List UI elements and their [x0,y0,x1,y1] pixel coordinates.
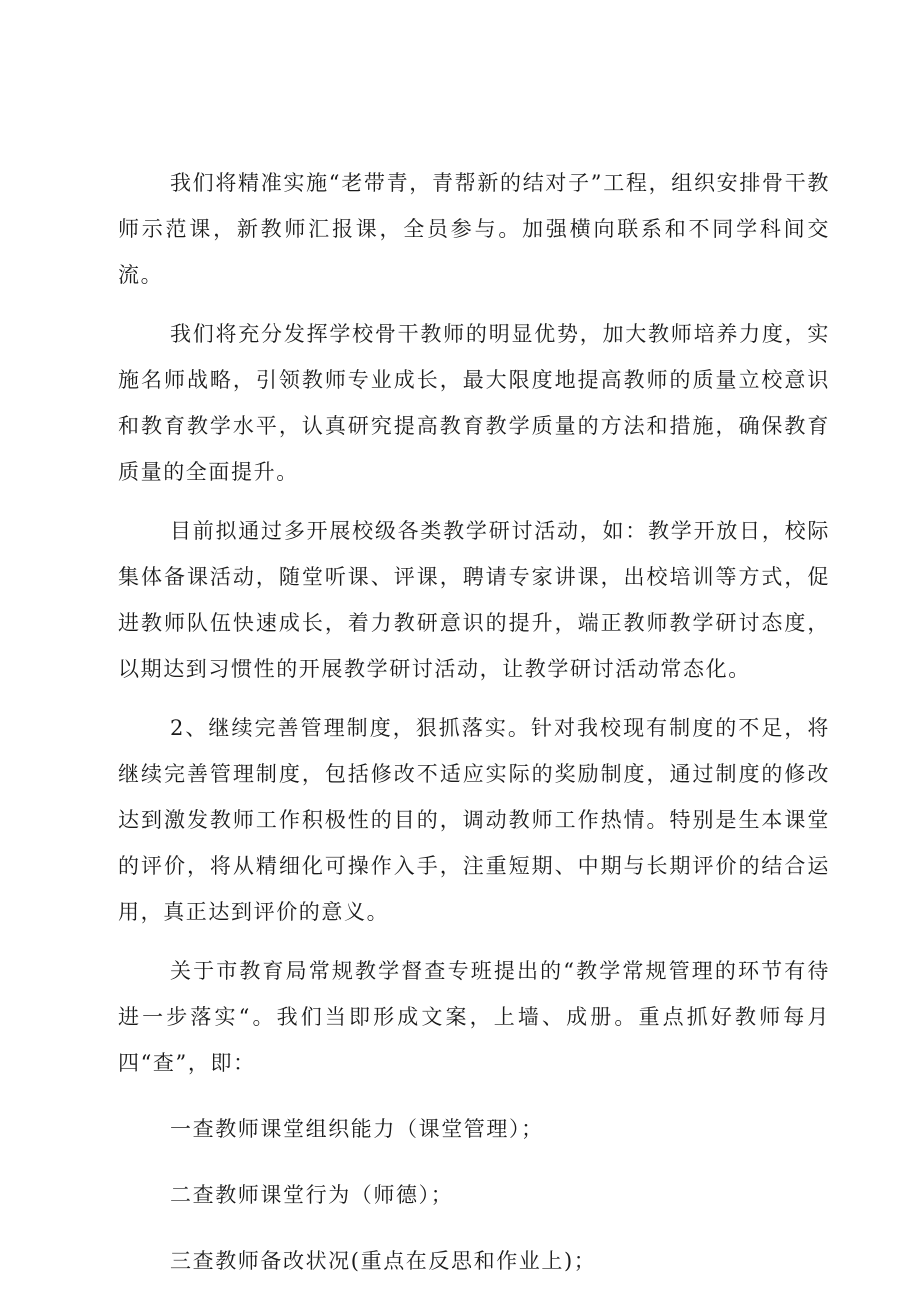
check-item-2: 二查教师课堂行为（师德）； [170,1183,454,1207]
paragraph-inspection: 关于市教育局常规教学督查专班提出的“教学常规管理的环节有待进一步落实“。我们当即形成文案，上墙、成册。重点抓好教师每月四“查”，即： [118,959,830,1075]
paragraph-management-system: 2、继续完善管理制度，狠抓落实。针对我校现有制度的不足，将继续完善管理制度，包括修改不适应实际的奖励制度，通过制度的修改达到激发教师工作积极性的目的，调动教师工作热情。特别是生本课堂的评价，将从精细化可操作入手，注重短期、中期与长期评价的结合运用，真正达到评价的意义。 [118,716,830,924]
paragraph-key-teachers: 我们将充分发挥学校骨干教师的明显优势，加大教师培养力度，实施名师战略，引领教师专业成长，最大限度地提高教师的质量立校意识和教育教学水平，认真研究提高教育教学质量的方法和措施，确保教育质量的全面提升。 [118,322,830,484]
paragraph-mentoring: 我们将精准实施“老带青，青帮新的结对子”工程，组织安排骨干教师示范课，新教师汇报课，全员参与。加强横向联系和不同学科间交流。 [118,171,830,287]
paragraph-research-activities: 目前拟通过多开展校级各类教学研讨活动，如：教学开放日，校际集体备课活动，随堂听课、评课，聘请专家讲课，出校培训等方式，促进教师队伍快速成长，着力教研意识的提升，端正教师教学研讨态度，以期达到习惯性的开展教学研讨活动，让教学研讨活动常态化。 [118,519,830,681]
check-item-1: 一查教师课堂组织能力（课堂管理）； [170,1117,544,1141]
document-body [118,160,830,1284]
check-item-3: 三查教师备改状况(重点在反思和作业上)； [170,1249,597,1273]
